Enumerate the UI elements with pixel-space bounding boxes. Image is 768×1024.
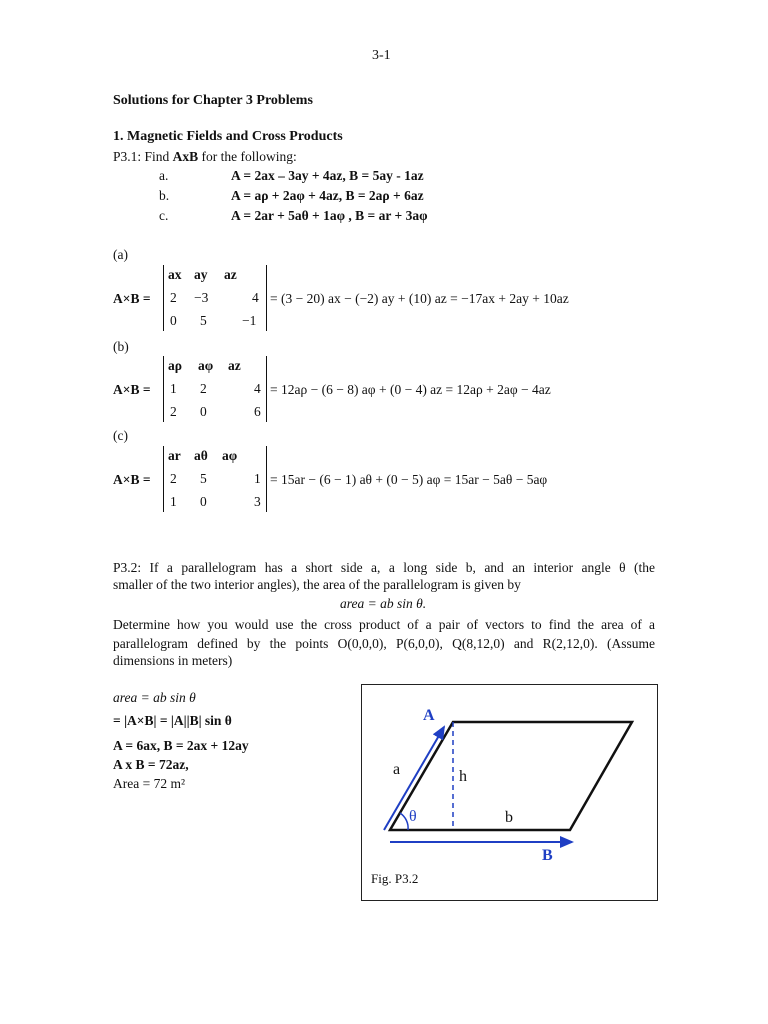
item-c-text: A = 2ar + 5aθ + 1aφ , B = ar + 3aφ	[231, 208, 428, 223]
problem-3-2-question-line2: parallelogram defined by the points O(0,0,0), P(6,0,0), Q(8,12,0) and R(2,12,0). (Assume	[113, 636, 655, 651]
det-b-r2c1: 0	[200, 404, 207, 419]
parallelogram-diagram	[362, 685, 657, 900]
problem-3-2-intro-line1: P3.2: If a parallelogram has a short side a, a long side b, and an interior angle θ (the	[113, 560, 655, 575]
part-a-label: (a)	[113, 247, 128, 262]
problem-3-2-question-line3: dimensions in meters)	[113, 653, 233, 668]
theta-label: θ	[409, 808, 417, 825]
part-c-label: (c)	[113, 428, 128, 443]
det-b-r1c0: 1	[170, 381, 177, 396]
problem-3-1-rest: for the following:	[198, 149, 297, 164]
item-a-text: A = 2ax – 3ay + 4az, B = 5ay - 1az	[231, 168, 424, 183]
height-label: h	[459, 768, 467, 785]
figure-caption: Fig. P3.2	[371, 871, 419, 886]
det-b-r1c2: 4	[254, 381, 261, 396]
det-c-r2c2: 3	[254, 494, 261, 509]
item-c-letter: c.	[159, 208, 169, 223]
item-b-text: A = aρ + 2aφ + 4az, B = 2aρ + 6az	[231, 188, 424, 203]
solution-vectors: A = 6ax, B = 2ax + 12ay	[113, 738, 249, 753]
side-a-label: a	[393, 761, 401, 778]
part-c-lhs: A×B =	[113, 472, 151, 487]
part-b-result: = 12aρ − (6 − 8) aφ + (0 − 4) az = 12aρ + 2aφ − 4az	[270, 382, 551, 397]
det-b-r1c1: 2	[200, 381, 207, 396]
page-number: 3-1	[372, 48, 391, 63]
solution-cross-product-magnitude: = |A×B| = |A||B| sin θ	[113, 713, 232, 728]
det-b-r2c2: 6	[254, 404, 261, 419]
solution-area-value: Area = 72 m²	[113, 776, 186, 791]
det-c-r2c1: 0	[200, 494, 207, 509]
figure-p3-2	[361, 684, 658, 901]
det-b-r0c2: az	[228, 358, 241, 373]
det-a-r1c1: −3	[194, 290, 209, 305]
det-b-r2c0: 2	[170, 404, 177, 419]
part-c-result: = 15ar − (6 − 1) aθ + (0 − 5) aφ = 15ar − 5aθ − 5aφ	[270, 472, 548, 487]
problem-3-2-intro-line2: smaller of the two interior angles), the area of the parallelogram is given by	[113, 577, 521, 592]
det-a-r1c0: 2	[170, 290, 177, 305]
det-c-r2c0: 1	[170, 494, 177, 509]
chapter-title: Solutions for Chapter 3 Problems	[113, 93, 313, 108]
part-a-lhs: A×B =	[113, 291, 151, 306]
det-a-r1c2: 4	[252, 290, 259, 305]
det-c-r1c0: 2	[170, 471, 177, 486]
side-b-label: b	[505, 809, 513, 826]
det-b-r0c0: aρ	[168, 358, 182, 373]
solution-cross-result: A x B = 72az,	[113, 757, 189, 772]
det-c-r1c2: 1	[254, 471, 261, 486]
problem-3-1-statement	[113, 149, 297, 165]
part-b-determinant	[163, 356, 267, 422]
problem-3-1-bold: AxB	[172, 149, 199, 164]
det-a-r0c2: az	[224, 267, 237, 282]
part-b-lhs: A×B =	[113, 382, 151, 397]
theta-arc	[400, 813, 408, 830]
section-heading: 1. Magnetic Fields and Cross Products	[113, 129, 343, 144]
part-a-result: = (3 − 20) ax − (−2) ay + (10) az = −17ax + 2ay + 10az	[270, 291, 569, 306]
det-a-r2c0: 0	[170, 313, 177, 328]
solution-area-formula: area = ab sin θ	[113, 690, 196, 705]
problem-3-2-question-line1: Determine how you would use the cross product of a pair of vectors to find the area of a	[113, 617, 655, 632]
det-a-r0c0: ax	[168, 267, 182, 282]
det-a-r2c1: 5	[200, 313, 207, 328]
det-a-r0c1: ay	[194, 267, 208, 282]
problem-3-2-formula: area = ab sin θ.	[340, 596, 427, 611]
problem-3-1-label: P3.1: Find	[113, 149, 173, 164]
item-b-letter: b.	[159, 188, 170, 203]
part-a-determinant	[163, 265, 267, 331]
det-c-r0c1: aθ	[194, 448, 208, 463]
det-c-r0c0: ar	[168, 448, 181, 463]
det-c-r0c2: aφ	[222, 448, 238, 463]
det-c-r1c1: 5	[200, 471, 207, 486]
part-b-label: (b)	[113, 339, 129, 354]
part-c-determinant	[163, 446, 267, 512]
det-a-r2c2: −1	[242, 313, 257, 328]
vector-a-label: A	[423, 707, 435, 724]
det-b-r0c1: aφ	[198, 358, 214, 373]
vector-b-label: B	[542, 847, 553, 864]
item-a-letter: a.	[159, 168, 169, 183]
